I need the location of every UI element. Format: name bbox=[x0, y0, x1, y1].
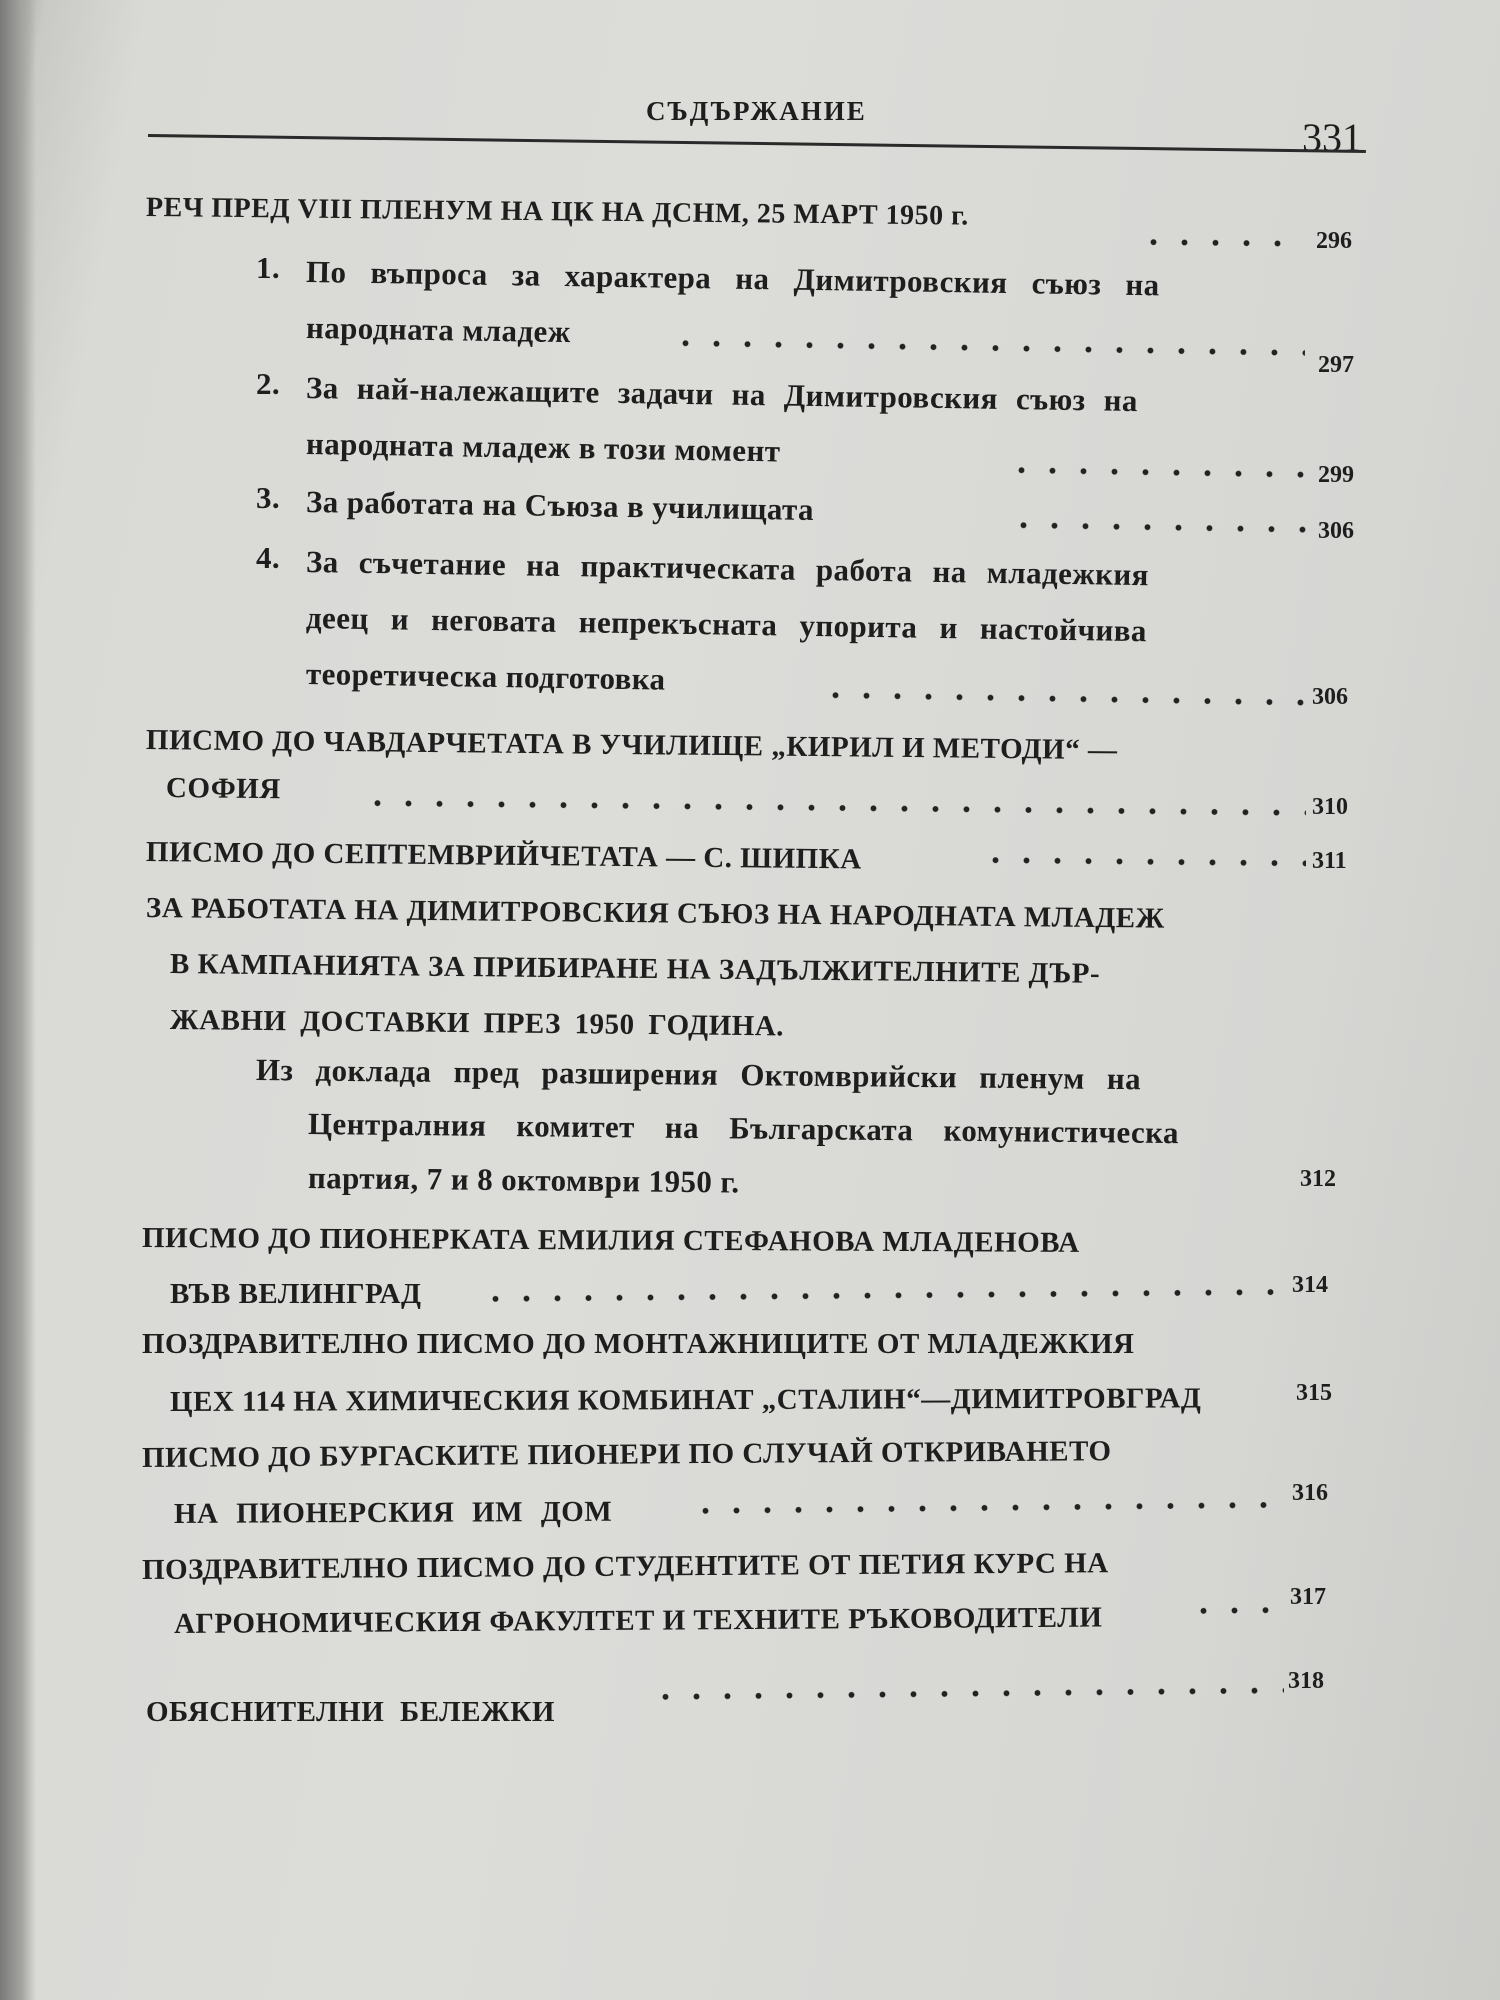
toc-entry-title: ПИСМО ДО ПИОНЕРКАТА ЕМИЛИЯ СТЕФАНОВА МЛАДЕНОВА bbox=[141, 1222, 1080, 1259]
toc-entry-title: ПИСМО ДО СЕПТЕМВРИЙЧЕТАТА — С. ШИПКА bbox=[145, 836, 862, 876]
toc-subentry-title: За работата на Съюза в училищата bbox=[305, 484, 815, 527]
toc-page-number: 297 bbox=[1318, 352, 1354, 378]
toc-subentry-title: За съчетание на практическата работа на младежкия bbox=[305, 544, 1150, 593]
leader-dots bbox=[670, 338, 1305, 358]
toc-entry-note: Из доклада пред разширения Октомврийски пленум на bbox=[255, 1052, 1142, 1097]
toc-page-number: 318 bbox=[1288, 1668, 1324, 1694]
leader-dots bbox=[480, 1287, 1280, 1304]
leader-dots bbox=[1008, 520, 1306, 535]
toc-page-number: 306 bbox=[1312, 684, 1348, 710]
leader-dots bbox=[690, 1500, 1284, 1516]
toc-entry-note: Централния комитет на Българската комунистическа bbox=[307, 1106, 1180, 1151]
toc-subentry-title: теоретическа подготовка bbox=[305, 656, 666, 697]
toc-page-number: 310 bbox=[1312, 794, 1348, 820]
leader-dots bbox=[820, 690, 1310, 708]
leader-dots bbox=[650, 1685, 1284, 1702]
leader-dots bbox=[1006, 465, 1306, 480]
toc-page-number: 316 bbox=[1292, 1480, 1328, 1506]
toc-entry-title: ПИСМО ДО ЧАВДАРЧЕТАТА В УЧИЛИЩЕ „КИРИЛ И МЕТОДИ“ — bbox=[145, 724, 1118, 767]
toc-entry-title: НА ПИОНЕРСКИЯ ИМ ДОМ bbox=[173, 1495, 613, 1530]
toc-entry-title: ЗА РАБОТАТА НА ДИМИТРОВСКИЯ СЪЮЗ НА НАРОДНАТА МЛАДЕЖ bbox=[145, 892, 1165, 935]
toc-entry-title: ПОЗДРАВИТЕЛНО ПИСМО ДО МОНТАЖНИЦИТЕ ОТ МЛАДЕЖКИЯ bbox=[142, 1328, 1135, 1360]
toc-entry-note: партия, 7 и 8 октомври 1950 г. bbox=[307, 1160, 740, 1200]
toc-page-number: 306 bbox=[1318, 518, 1354, 544]
leader-dots bbox=[1188, 1605, 1284, 1616]
toc-page-number: 315 bbox=[1296, 1380, 1332, 1406]
toc-subentry-number: 3. bbox=[256, 480, 281, 515]
leader-dots bbox=[980, 855, 1306, 868]
toc-subentry-title: деец и неговата непрекъсната упорита и настойчива bbox=[305, 600, 1148, 649]
page-number: 331 bbox=[1302, 115, 1362, 160]
toc-page-number: 312 bbox=[1300, 1166, 1336, 1192]
toc-subentry-number: 4. bbox=[256, 540, 281, 575]
toc-entry-title: ПОЗДРАВИТЕЛНО ПИСМО ДО СТУДЕНТИТЕ ОТ ПЕТИЯ КУРС НА bbox=[141, 1547, 1109, 1586]
toc-subentry-title: За най-належащите задачи на Димитровския съюз на bbox=[305, 370, 1139, 419]
toc-subentry-title: народната младеж bbox=[305, 310, 571, 350]
toc-subentry-title: народната младеж в този момент bbox=[305, 426, 781, 469]
toc-entry-title: В КАМПАНИЯТА ЗА ПРИБИРАНЕ НА ЗАДЪЛЖИТЕЛНИТЕ ДЪР- bbox=[169, 948, 1101, 990]
toc-page-number: 314 bbox=[1292, 1272, 1328, 1298]
leader-dots bbox=[362, 798, 1306, 818]
toc-subentry-number: 1. bbox=[256, 250, 281, 285]
running-head: СЪДЪРЖАНИЕ bbox=[646, 96, 867, 126]
toc-entry-title: ЖАВНИ ДОСТАВКИ ПРЕЗ 1950 ГОДИНА. bbox=[169, 1004, 785, 1043]
toc-entry-title: РЕЧ ПРЕД VIII ПЛЕНУМ НА ЦК НА ДСНМ, 25 МАРТ 1950 г. bbox=[145, 192, 969, 232]
toc-entry-title: ВЪВ ВЕЛИНГРАД bbox=[170, 1278, 422, 1310]
toc-entry-title: ЦЕХ 114 НА ХИМИЧЕСКИЯ КОМБИНАТ „СТАЛИН“—ДИМИТРОВГРАД bbox=[169, 1382, 1202, 1418]
toc-entry-title: ОБЯСНИТЕЛНИ БЕЛЕЖКИ bbox=[146, 1696, 555, 1728]
toc-page-number: 317 bbox=[1290, 1584, 1326, 1610]
leader-dots bbox=[1138, 237, 1293, 249]
toc-entry-title: АГРОНОМИЧЕСКИЯ ФАКУЛТЕТ И ТЕХНИТЕ РЪКОВОДИТЕЛИ bbox=[173, 1601, 1103, 1640]
toc-page-number: 299 bbox=[1318, 462, 1354, 488]
toc-subentry-number: 2. bbox=[256, 366, 281, 401]
toc-entry-title: СОФИЯ bbox=[165, 772, 281, 806]
toc-subentry-title: По въпроса за характера на Димитровския съюз на bbox=[305, 254, 1160, 303]
toc-entry-title: ПИСМО ДО БУРГАСКИТЕ ПИОНЕРИ ПО СЛУЧАЙ ОТКРИВАНЕТО bbox=[141, 1435, 1112, 1474]
toc-page-number: 296 bbox=[1316, 228, 1352, 254]
toc-page-number: 311 bbox=[1312, 848, 1347, 874]
